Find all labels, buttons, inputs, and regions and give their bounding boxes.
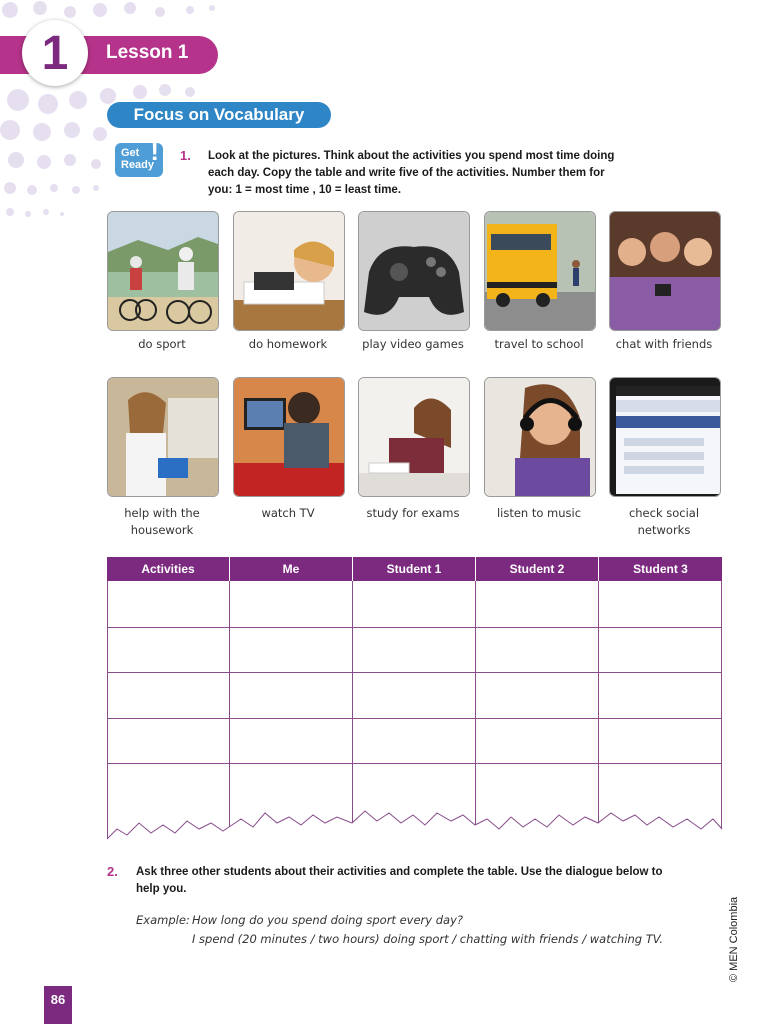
get-ready-badge (115, 136, 163, 177)
table-header-student3: Student 3 (599, 557, 722, 581)
activity-label-line1: help with the (124, 506, 200, 520)
task1-instruction-line2: each day. Copy the table and write five of the activities. Number them for (208, 167, 605, 179)
activity-label: do sport (138, 337, 186, 351)
example-label: Example: (136, 913, 190, 927)
activity-label: do homework (248, 337, 328, 351)
activity-label: study for exams (366, 506, 460, 520)
activity-label-line2: networks (637, 523, 691, 537)
task1-number: 1. (180, 148, 191, 163)
task1-instruction-line1: Look at the pictures. Think about the activities you spend most time doing (208, 150, 615, 162)
activity-label (601, 505, 727, 539)
activity-label: watch TV (261, 506, 315, 520)
study-photo (358, 377, 470, 497)
activity-label: listen to music (496, 506, 582, 520)
lesson-number-badge: 1 (22, 20, 88, 86)
watch-tv-photo (233, 377, 345, 497)
task2-instruction-line2: help you. (136, 883, 187, 895)
task1-instruction-line3: you: 1 = most time , 10 = least time. (208, 184, 402, 196)
housework-photo (107, 377, 219, 497)
section-title: Focus on Vocabulary (107, 102, 331, 128)
example-question: How long do you spend doing sport every day? (192, 913, 464, 927)
task2-number: 2. (107, 864, 118, 879)
lesson-title: Lesson 1 (106, 42, 189, 63)
table-header-student1: Student 1 (353, 557, 476, 581)
page-number: 86 (44, 986, 72, 1024)
table-header-activities: Activities (107, 557, 230, 581)
activity-label: chat with friends (615, 337, 713, 351)
school-bus-photo (484, 211, 596, 331)
get-ready-line1: Get (121, 147, 140, 159)
homework-photo (233, 211, 345, 331)
activity-label-line2: housework (130, 523, 194, 537)
get-ready-line2: Ready (121, 159, 155, 171)
table-header-me: Me (230, 557, 353, 581)
task2-instruction-line1: Ask three other students about their activities and complete the table. Use the dialogue below to (136, 866, 663, 878)
activity-label: travel to school (494, 337, 584, 351)
cyclists-photo (107, 211, 219, 331)
activity-label (99, 505, 225, 539)
table-header-student2: Student 2 (476, 557, 599, 581)
activity-label: play video games (362, 337, 464, 351)
headphones-photo (484, 377, 596, 497)
example-answer: I spend (20 minutes / two hours) doing sport / chatting with friends / watching TV. (192, 932, 663, 946)
friends-phone-photo (609, 211, 721, 331)
activities-table-grid (107, 557, 723, 841)
task2-instruction (136, 864, 696, 898)
copyright-notice: © MEN Colombia (728, 896, 740, 982)
game-controller-photo (358, 211, 470, 331)
social-network-photo (609, 377, 721, 497)
get-ready-mark: ! (150, 136, 159, 166)
activity-label-line1: check social (628, 506, 700, 520)
